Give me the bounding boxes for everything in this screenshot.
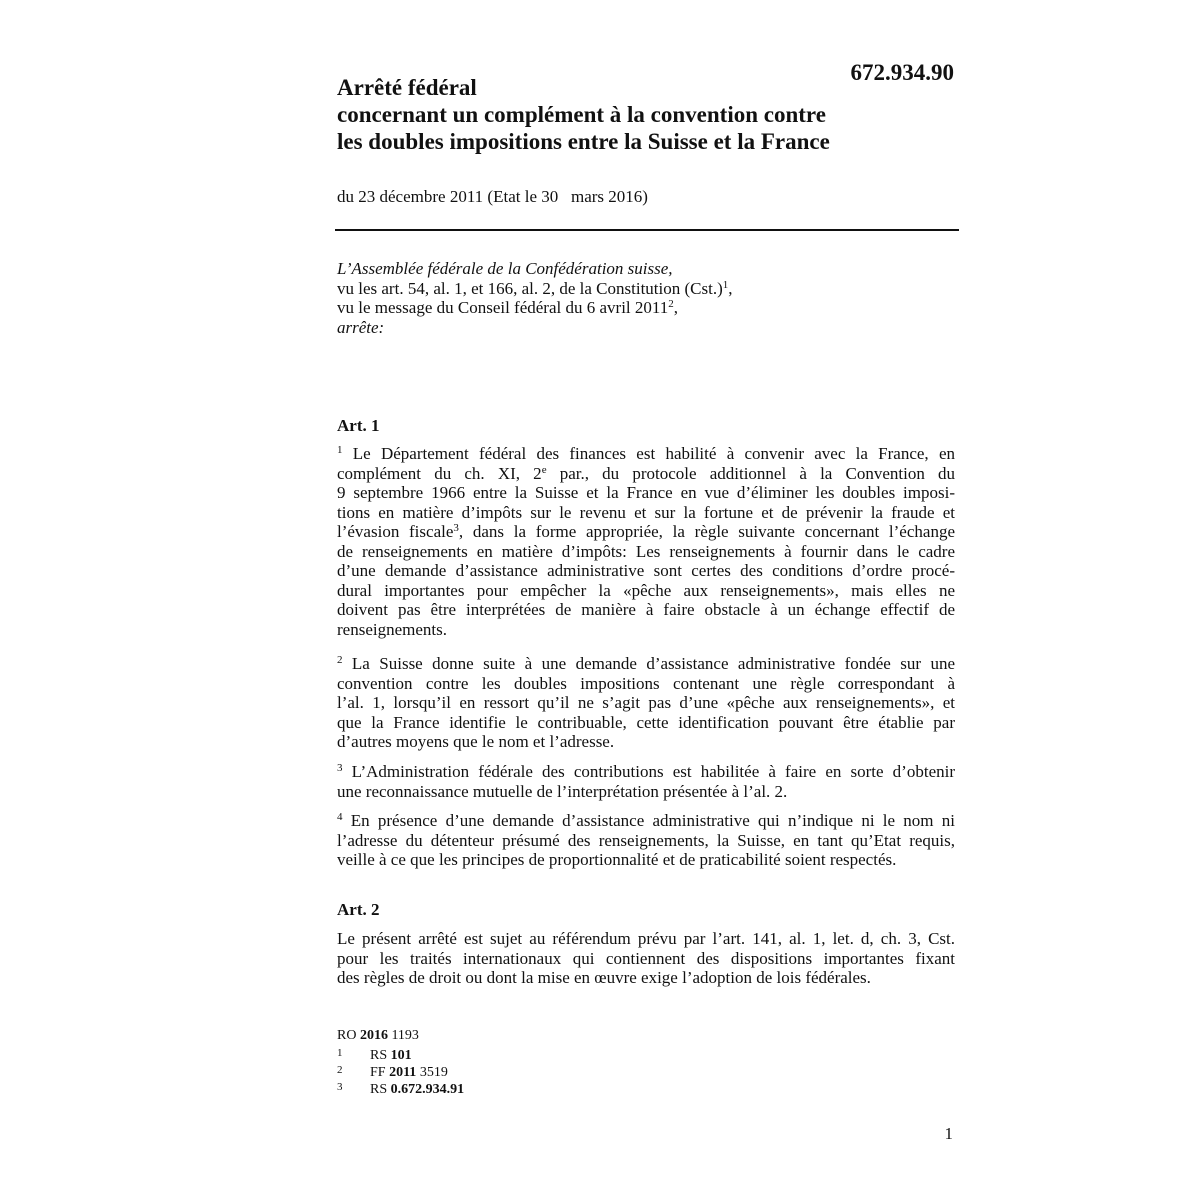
footnote-ref[interactable]: 2 [668,298,674,310]
footnote-ref[interactable]: 1 [722,278,729,291]
article-2-heading: Art. 2 [337,900,380,919]
text-line: $^2$ La Suisse donne suite à une demande d’assistance administrative fondée sur une [337,654,955,673]
preamble-decides: arrête: [337,317,385,337]
article-1-paragraph-2 [337,654,955,752]
text-line: $^3$ L’Administration fédérale des contributions est habilitée à faire en sorte d’obtenir [337,762,956,781]
text-line: une reconnaissance mutuelle de l’interprétation présentée à l’al. 2. [337,781,788,801]
text-line: d’autres moyens que le nom et l’adresse. [337,732,615,751]
article-1-paragraph-3 [337,762,955,801]
paragraph-number: 3 [337,762,343,774]
paragraph-number: 4 [337,811,343,823]
footnote-1: 1 RS 101 [337,1047,412,1063]
text-line: que la France identifie le contribuable, cette identification pouvant être établie par [337,712,955,732]
text-line: l’adresse du détenteur présumé des renseignements, la Suisse, en tant qu’Etat requis, [337,830,955,850]
title-line: Arrêté fédéral [337,75,477,100]
footnote-ref[interactable]: 3 [453,522,459,534]
text-line: $^1$ Le Département fédéral des finances est habilité à convenir avec la France, en [337,444,955,463]
text-line: veille à ce que les principes de proportionnalité et de praticabilité soient respectés. [337,850,897,869]
text-line: $^4$ En présence d’une demande d’assistance administrative qui n’indique ni le nom ni [337,811,955,830]
text-line: l’évasion fiscale$^3$, dans la forme appropriée, la règle suivante concernant l’échange [337,522,955,541]
article-1-paragraph-1 [337,444,955,639]
ro-reference: RO 2016 1193 [337,1028,419,1043]
text-line: tions en matière d’impôts sur le revenu et sur la fortune et de prévenir la fraude et [337,502,955,522]
date-line: du 23 décembre 2011 (Etat le 30 mars 2016) [337,187,648,206]
text-line: de renseignements en matière d’impôts: Les renseignements à fournir dans le cadre [337,541,955,561]
text-line: l’al. 1, lorsqu’il en ressort qu’il ne s’agit pas d’une «pêche aux renseignements», et [337,693,955,712]
preamble-line: vu le message du Conseil fédéral du 6 avril 2011$^2$, [337,298,679,317]
title-line: concernant un complément à la convention contre [337,102,826,127]
text-line: dural importantes pour empêcher la «pêche aux renseignements», mais elles ne [337,580,955,600]
article-1-paragraph-4 [337,811,955,870]
article-1-heading: Art. 1 [337,416,380,435]
paragraph-number: 1 [337,444,343,456]
paragraph-number: 2 [337,654,343,666]
document-title [337,74,897,155]
header-divider [335,229,959,231]
footnote-3: 3 RS 0.672.934.91 [337,1081,465,1097]
text-line: pour les traités internationaux qui contiennent des dispositions importantes fixant [337,948,955,968]
preamble-assembly: L’Assemblée fédérale de la Confédération suisse, [337,259,673,278]
preamble [337,259,957,337]
text-line: Le présent arrêté est sujet au référendum prévu par l’art. 141, al. 1, let. d, ch. 3, Cst. [337,929,955,948]
text-line: complément du ch. XI, 2e par., du protocole additionnel à la Convention du [337,463,955,483]
footnote-2: 2 FF 2011 3519 [337,1064,448,1080]
text-line: des règles de droit ou dont la mise en œuvre exige l’adoption de lois fédérales. [337,968,871,987]
preamble-line: vu les art. 54, al. 1, et 166, al. 2, de la Constitution $(Cst.)^1$, [337,278,733,298]
text-line: doivent pas être interprétées de manière à faire obstacle à un échange effectif de [337,600,955,619]
text-line: convention contre les doubles impositions contenant une règle correspondant à [337,673,955,693]
text-line: renseignements. [337,619,447,639]
text-line: 9 septembre 1966 entre la Suisse et la France en vue d’éliminer les doubles imposi- [337,483,955,502]
text-line: d’une demande d’assistance administrative sont certes des conditions d’ordre procé- [337,561,955,580]
page-number: 1 [944,1124,953,1143]
article-2-paragraph [337,929,955,988]
sr-number: 672.934.90 [850,60,954,85]
title-line: les doubles impositions entre la Suisse et la France [337,129,830,154]
